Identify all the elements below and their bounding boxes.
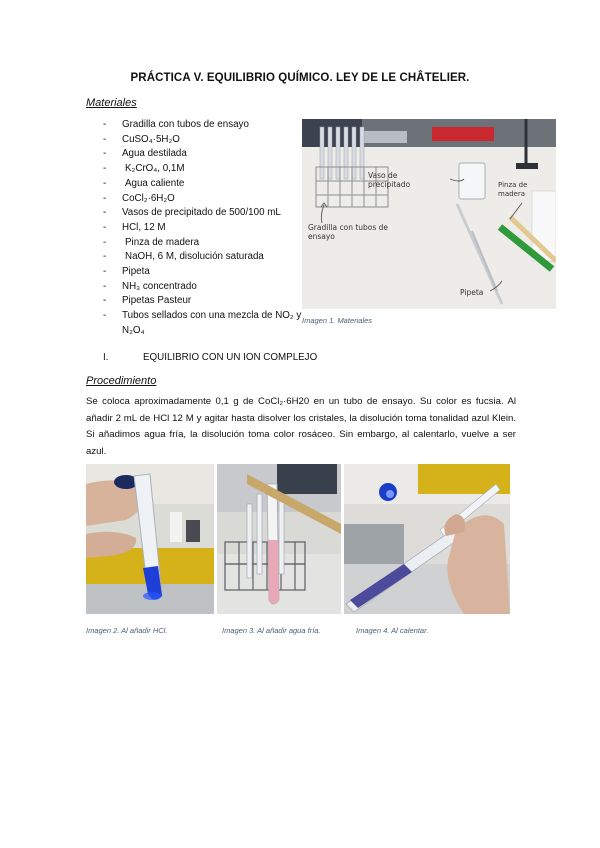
photo-hcl xyxy=(86,464,214,614)
list-item: - Pipeta xyxy=(103,266,150,278)
annotation-gradilla: Gradilla con tubos de ensayo xyxy=(308,223,389,241)
list-item: - CuSO₄·5H₂O xyxy=(103,133,180,145)
list-item: - K₂CrO₄, 0,1M xyxy=(103,163,185,175)
annotation-pinza: Pinza de madera xyxy=(498,181,528,198)
materials-list xyxy=(103,118,303,339)
page-title: PRÁCTICA V. EQUILIBRIO QUÍMICO. LEY DE LE CHÂTELIER. xyxy=(130,72,470,84)
list-item: - Agua caliente xyxy=(103,177,185,189)
photo-calentar xyxy=(344,464,510,614)
list-item: - Agua destilada xyxy=(103,148,187,160)
annotation-vaso: Vaso de precipitado xyxy=(368,171,411,189)
caption-img3: Imagen 3. Al añadir agua fría. xyxy=(222,626,321,635)
materials-heading: Materiales xyxy=(86,97,137,109)
list-item: - Vasos de precipitado de 500/100 mL xyxy=(103,207,281,219)
section-title: EQUILIBRIO CON UN ION COMPLEJO xyxy=(143,352,318,363)
materials-photo xyxy=(302,119,556,309)
photo-agua-fria xyxy=(217,464,341,614)
list-item: - Pinza de madera xyxy=(103,236,200,248)
caption-img1: Imagen 1. Materiales xyxy=(302,316,373,325)
section-heading xyxy=(103,352,317,363)
list-item: - NH₃ concentrado xyxy=(103,280,197,292)
list-item: - NaOH, 6 M, disolución saturada xyxy=(103,251,264,263)
caption-img4: Imagen 4. Al calentar. xyxy=(356,626,429,635)
list-item: - Tubos sellados con una mezcla de NO₂ y N₂O₄ xyxy=(103,310,302,336)
list-item: - Gradilla con tubos de ensayo xyxy=(103,119,249,130)
procedure-heading: Procedimiento xyxy=(86,375,157,387)
procedure-paragraph: Se coloca aproximadamente 0,1 g de CoCl₂·6H20 en un tubo de ensayo. Su color es fucsia. Al añadir 2 mL de HCl 12 M y agitar hasta disolver los cristales, la disolución toma tonalidad azul Klein. Si añadimos agua fría, la disolución toma color rosáceo. Sin embargo, al calentarlo, vuelve a ser azul. xyxy=(86,396,516,457)
section-number: I. xyxy=(103,352,109,363)
list-item: - CoCl₂·6H₂O xyxy=(103,192,175,204)
annotation-pipeta: Pipeta xyxy=(460,288,484,297)
list-item: - Pipetas Pasteur xyxy=(103,295,192,307)
caption-img2: Imagen 2. Al añadir HCl. xyxy=(86,626,168,635)
list-item: - HCl, 12 M xyxy=(103,221,166,233)
